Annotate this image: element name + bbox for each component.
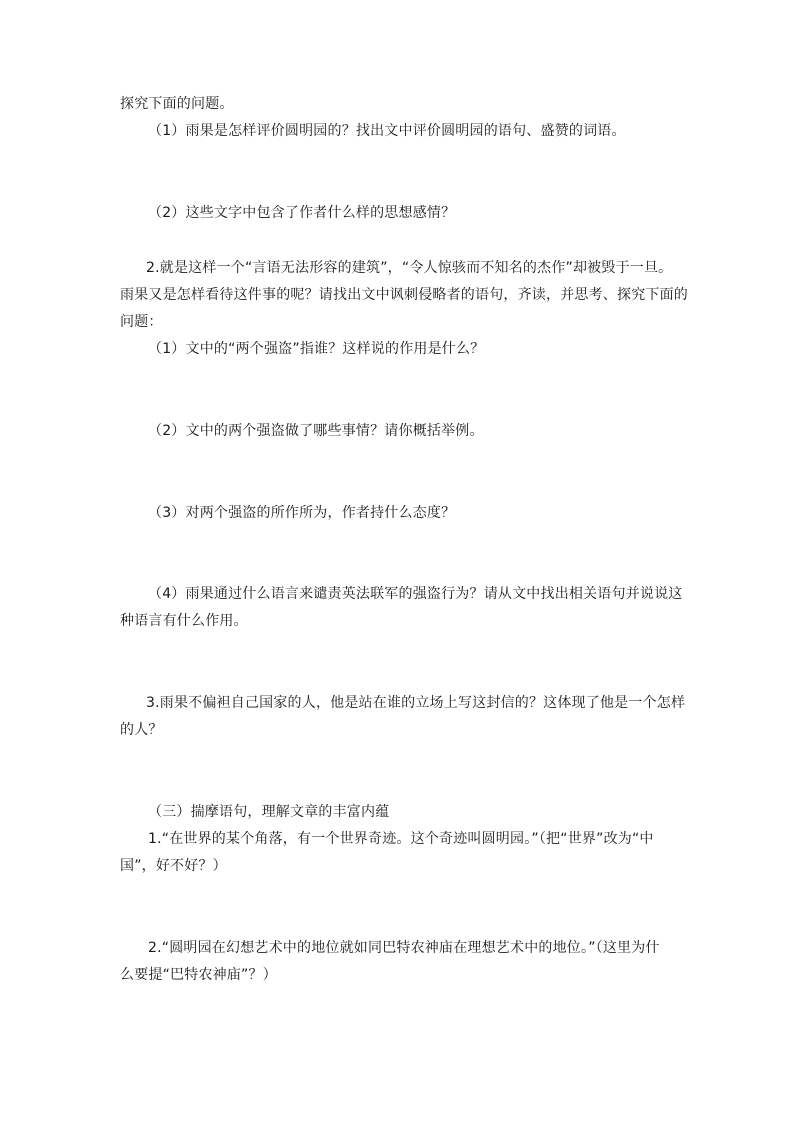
question-1-1: （1）雨果是怎样评价圆明园的？找出文中评价圆明园的语句、盛赞的词语。	[148, 123, 626, 139]
intro-line: 探究下面的问题。	[120, 96, 234, 112]
question-2-line-3: 问题：	[120, 314, 163, 330]
question-2-line-1: 2.就是这样一个“言语无法形容的建筑”，“令人惊骇而不知名的杰作”却被毁于一旦。	[146, 260, 673, 276]
question-2-line-2: 雨果又是怎样看待这件事的呢？请找出文中讽刺侵略者的语句，齐读，并思考、探究下面的	[120, 287, 688, 303]
question-2-2: （2）文中的两个强盗做了哪些事情？请你概括举例。	[148, 423, 484, 439]
question-1-2: （2）这些文字中包含了作者什么样的思想感情？	[148, 205, 456, 221]
question-2-1: （1）文中的“两个强盗”指谁？这样说的作用是什么？	[148, 341, 485, 357]
section-3-item-1-line-2: 国”，好不好？）	[120, 858, 227, 874]
question-2-3: （3）对两个强盗的所作所为，作者持什么态度？	[148, 505, 456, 521]
question-3-line-1: 3.雨果不偏袒自己国家的人，他是站在谁的立场上写这封信的？这体现了他是一个怎样	[146, 695, 686, 711]
question-3-line-2: 的人？	[120, 722, 163, 738]
section-3-title: （三）揣摩语句，理解文章的丰富内蕴	[148, 804, 390, 820]
section-3-item-1-line-1: 1.“在世界的某个角落，有一个世界奇迹。这个奇迹叫圆明园。”（把“世界”改为“中	[148, 831, 654, 847]
question-2-4-line-1: （4）雨果通过什么语言来谴责英法联军的强盗行为？请从文中找出相关语句并说说这	[148, 586, 683, 602]
section-3-item-2-line-1: 2.“圆明园在幻想艺术中的地位就如同巴特农神庙在理想艺术中的地位。”（这里为什	[148, 940, 660, 956]
section-3-item-2-line-2: 么要提“巴特农神庙”？）	[120, 967, 277, 983]
question-2-4-line-2: 种语言有什么作用。	[120, 613, 248, 629]
